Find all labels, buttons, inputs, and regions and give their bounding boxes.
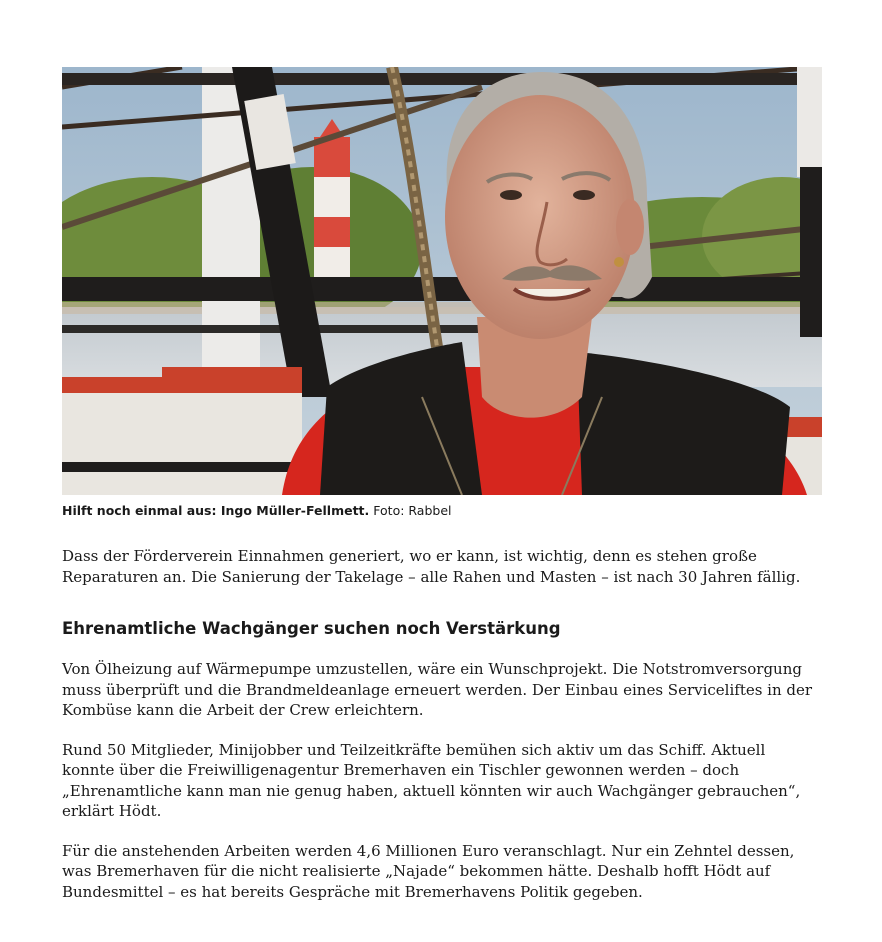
article-photo (62, 67, 822, 495)
caption-text: Hilft noch einmal aus: Ingo Müller-Fellmett. (62, 503, 370, 518)
photo-credit: Foto: Rabbel (369, 503, 452, 518)
paragraph-1: Dass der Förderverein Einnahmen generiert, wo er kann, ist wichtig, denn es stehen große Reparaturen an. Die Sanierung der Takelage – alle Rahen und Masten – ist nach 30 Jahren fällig. (62, 547, 801, 586)
section-heading: Ehrenamtliche Wachgänger suchen noch Verstärkung (62, 619, 561, 638)
photo-caption (62, 502, 822, 519)
paragraph-4: Für die anstehenden Arbeiten werden 4,6 Millionen Euro veranschlagt. Nur ein Zehntel dessen, was Bremerhaven für die nicht realisierte „Najade“ bekommen hätte. Deshalb hofft Hödt auf Bundesmittel – es hat bereits Gespräche mit Bremerhavens Politik gegeben. (62, 841, 795, 901)
article (62, 67, 822, 902)
paragraph-3: Rund 50 Mitglieder, Minijobber und Teilzeitkräfte bemühen sich aktiv um das Schiff. Aktuell konnte über die Freiwilligenagentur Bremerhaven ein Tischler gewonnen werden – doch „Ehrenamtliche kann man nie genug haben, aktuell könnten wir auch Wachgänger gebrauchen“, erklärt Hödt. (62, 740, 801, 820)
paragraph-2: Von Ölheizung auf Wärmepumpe umzustellen, wäre ein Wunschprojekt. Die Notstromversorgung muss überprüft und die Brandmeldeanlage erneuert werden. Der Einbau eines Serviceliftes in der Kombüse kann die Arbeit der Crew erleichtern. (62, 660, 813, 719)
photo-illustration (62, 67, 822, 495)
